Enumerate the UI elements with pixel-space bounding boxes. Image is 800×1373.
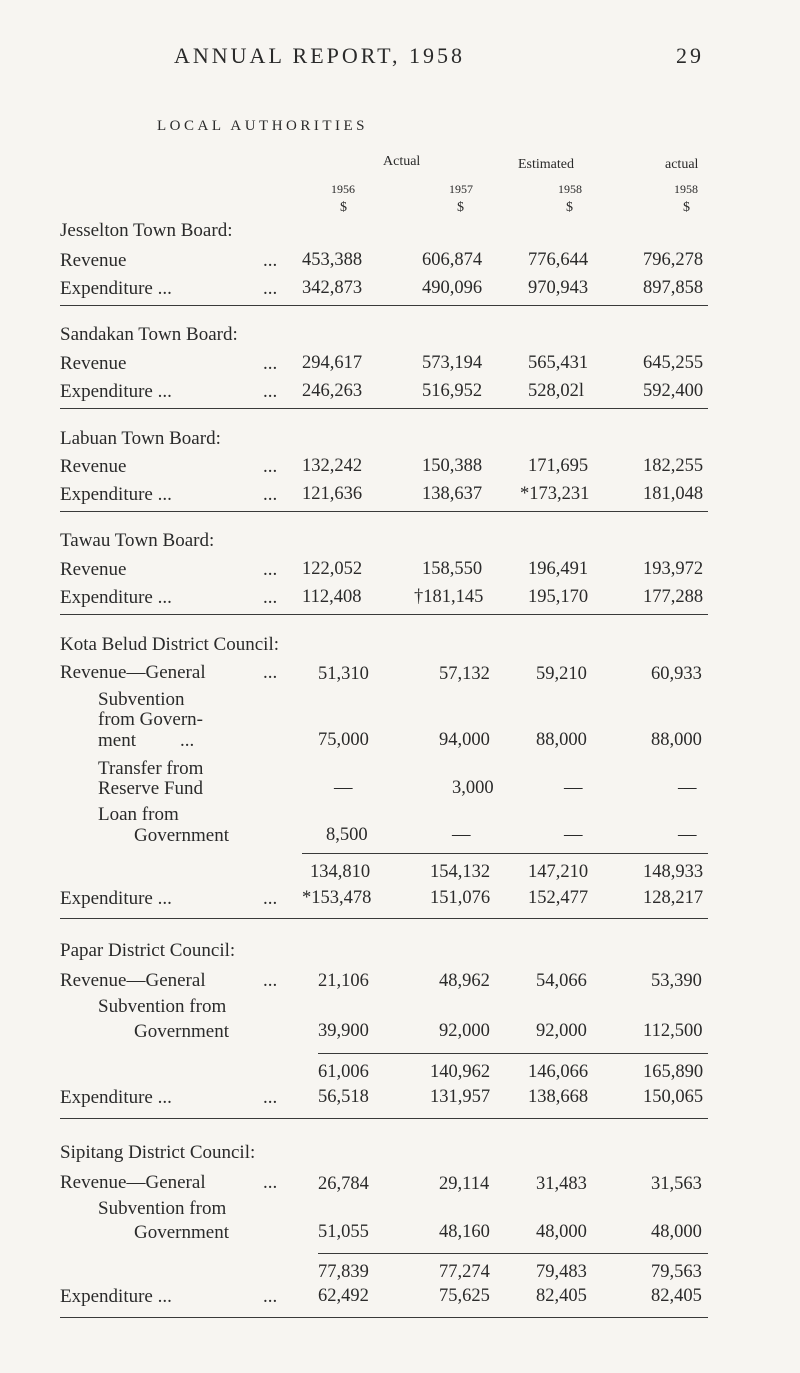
total-1956: 77,839 — [318, 1262, 369, 1282]
value-1956: 21,106 — [318, 971, 369, 991]
leader-dots: ... — [263, 888, 278, 909]
value-1958-act: 82,405 — [651, 1286, 702, 1306]
value-1957: — — [452, 825, 471, 845]
col-year-1956: 1956 — [331, 182, 355, 196]
total-1957: 77,274 — [439, 1262, 490, 1282]
row-label: Subvention from — [98, 1198, 227, 1219]
section-divider — [60, 305, 708, 306]
value-1957: 158,550 — [422, 559, 483, 579]
value-1956: 121,636 — [302, 484, 363, 504]
section-divider — [60, 511, 708, 512]
value-1957: 75,625 — [439, 1286, 490, 1306]
row-label: Expenditure ... — [60, 1087, 172, 1108]
row-label: Reserve Fund — [98, 778, 204, 799]
board-name: Sandakan Town Board: — [60, 324, 238, 345]
value-1956: 8,500 — [326, 825, 368, 845]
value-1958-act: 48,000 — [651, 1222, 702, 1242]
total-1958-act: 165,890 — [643, 1062, 704, 1082]
section-title: LOCAL AUTHORITIES — [157, 118, 369, 134]
value-1957: 92,000 — [439, 1021, 490, 1041]
leader-dots: ... — [263, 970, 278, 991]
row-label: Revenue—General — [60, 662, 206, 683]
total-1958-est: 147,210 — [528, 862, 589, 882]
value-1956: 132,242 — [302, 456, 363, 476]
row-label: Government — [134, 1222, 229, 1243]
row-label: Expenditure ... — [60, 381, 172, 402]
subtotal-rule — [318, 1253, 708, 1254]
total-1957: 140,962 — [430, 1062, 491, 1082]
total-1958-est: 79,483 — [536, 1262, 587, 1282]
row-label: Loan from — [98, 804, 179, 825]
value-1958-est: 776,644 — [528, 250, 589, 270]
value-1958-est: *173,231 — [520, 484, 590, 504]
row-label: Revenue — [60, 353, 127, 374]
leader-dots: ... — [263, 1286, 278, 1307]
row-label: Expenditure ... — [60, 1286, 172, 1307]
col-estimated-header: Estimated — [518, 157, 574, 172]
row-label: Expenditure ... — [60, 888, 172, 909]
value-1956: 246,263 — [302, 381, 363, 401]
value-1956: *153,478 — [302, 888, 372, 908]
row-label: from Govern- — [98, 709, 203, 730]
value-1957: 3,000 — [452, 778, 494, 798]
value-1958-est: 82,405 — [536, 1286, 587, 1306]
value-1958-est: — — [564, 778, 583, 798]
col-actual-lower-header: actual — [665, 157, 699, 172]
dollar-sign: $ — [683, 200, 690, 215]
value-1958-act: 53,390 — [651, 971, 702, 991]
value-1957: 48,962 — [439, 971, 490, 991]
row-label: Revenue — [60, 559, 127, 580]
total-1956: 134,810 — [310, 862, 371, 882]
value-1958-est: 528,02l — [528, 381, 585, 401]
section-divider — [60, 1317, 708, 1318]
value-1956: 122,052 — [302, 559, 363, 579]
value-1957: 29,114 — [439, 1174, 490, 1194]
leader-dots: ... — [263, 353, 278, 374]
row-label: ment — [98, 730, 136, 751]
value-1958-act: — — [678, 825, 697, 845]
value-1956: 56,518 — [318, 1087, 369, 1107]
leader-dots: ... — [263, 1172, 278, 1193]
value-1958-act: 796,278 — [643, 250, 704, 270]
total-1958-act: 148,933 — [643, 862, 704, 882]
dollar-sign: $ — [340, 200, 347, 215]
value-1958-act: 60,933 — [651, 664, 702, 684]
value-1956: 62,492 — [318, 1286, 369, 1306]
value-1958-act: 592,400 — [643, 381, 704, 401]
value-1956: 75,000 — [318, 730, 369, 750]
value-1958-est: 138,668 — [528, 1087, 589, 1107]
section-divider — [60, 614, 708, 615]
board-name: Labuan Town Board: — [60, 428, 221, 449]
subtotal-rule — [318, 1053, 708, 1054]
value-1957: 48,160 — [439, 1222, 490, 1242]
value-1958-est: 970,943 — [528, 278, 589, 298]
value-1956: 39,900 — [318, 1021, 369, 1041]
value-1956: 342,873 — [302, 278, 363, 298]
row-label: Expenditure ... — [60, 278, 172, 299]
row-label: Subvention — [98, 689, 185, 710]
value-1958-act: 150,065 — [643, 1087, 704, 1107]
value-1958-est: 565,431 — [528, 353, 589, 373]
subtotal-rule — [302, 853, 708, 854]
value-1958-act: 182,255 — [643, 456, 704, 476]
total-1956: 61,006 — [318, 1062, 369, 1082]
value-1957: 490,096 — [422, 278, 483, 298]
section-divider — [60, 1118, 708, 1119]
leader-dots: ... — [180, 730, 195, 751]
value-1958-act: 193,972 — [643, 559, 704, 579]
value-1957: †181,145 — [414, 587, 484, 607]
value-1958-est: 88,000 — [536, 730, 587, 750]
council-name: Sipitang District Council: — [60, 1142, 256, 1163]
row-label: Revenue—General — [60, 970, 206, 991]
col-year-1957: 1957 — [449, 182, 473, 196]
value-1958-act: 128,217 — [643, 888, 704, 908]
row-label: Transfer from — [98, 758, 204, 779]
row-label: Expenditure ... — [60, 587, 172, 608]
value-1956: — — [334, 778, 353, 798]
value-1958-act: 897,858 — [643, 278, 704, 298]
value-1958-est: 54,066 — [536, 971, 587, 991]
leader-dots: ... — [263, 381, 278, 402]
value-1957: 573,194 — [422, 353, 483, 373]
row-label: Revenue — [60, 456, 127, 477]
total-1958-act: 79,563 — [651, 1262, 702, 1282]
value-1958-act: 645,255 — [643, 353, 704, 373]
value-1956: 26,784 — [318, 1174, 369, 1194]
value-1957: 151,076 — [430, 888, 491, 908]
leader-dots: ... — [263, 1087, 278, 1108]
leader-dots: ... — [263, 278, 278, 299]
value-1958-act: 181,048 — [643, 484, 704, 504]
value-1956: 453,388 — [302, 250, 363, 270]
col-actual-header: Actual — [383, 154, 421, 169]
leader-dots: ... — [263, 662, 278, 683]
value-1958-act: 88,000 — [651, 730, 702, 750]
section-divider — [60, 408, 708, 409]
value-1957: 57,132 — [439, 664, 490, 684]
value-1958-act: 112,500 — [643, 1021, 703, 1041]
value-1957: 131,957 — [430, 1087, 491, 1107]
value-1958-act: 177,288 — [643, 587, 704, 607]
value-1956: 51,055 — [318, 1222, 369, 1242]
row-label: Expenditure ... — [60, 484, 172, 505]
row-label: Subvention from — [98, 996, 227, 1017]
value-1958-act: — — [678, 778, 697, 798]
value-1958-est: — — [564, 825, 583, 845]
value-1957: 606,874 — [422, 250, 483, 270]
row-label: Government — [134, 1021, 229, 1042]
value-1956: 294,617 — [302, 353, 363, 373]
leader-dots: ... — [263, 456, 278, 477]
row-label: Government — [134, 825, 229, 846]
leader-dots: ... — [263, 250, 278, 271]
council-name: Kota Belud District Council: — [60, 634, 280, 655]
leader-dots: ... — [263, 484, 278, 505]
value-1958-act: 31,563 — [651, 1174, 702, 1194]
row-label: Revenue—General — [60, 1172, 206, 1193]
value-1957: 516,952 — [422, 381, 483, 401]
leader-dots: ... — [263, 587, 278, 608]
dollar-sign: $ — [457, 200, 464, 215]
col-year-1958-act: 1958 — [674, 182, 698, 196]
value-1957: 150,388 — [422, 456, 483, 476]
value-1958-est: 152,477 — [528, 888, 589, 908]
leader-dots: ... — [263, 559, 278, 580]
col-year-1958-est: 1958 — [558, 182, 582, 196]
value-1957: 94,000 — [439, 730, 490, 750]
board-name: Jesselton Town Board: — [60, 220, 233, 241]
total-1957: 154,132 — [430, 862, 491, 882]
value-1958-est: 171,695 — [528, 456, 589, 476]
value-1958-est: 92,000 — [536, 1021, 587, 1041]
row-label: Revenue — [60, 250, 127, 271]
dollar-sign: $ — [566, 200, 573, 215]
value-1957: 138,637 — [422, 484, 483, 504]
value-1958-est: 48,000 — [536, 1222, 587, 1242]
total-1958-est: 146,066 — [528, 1062, 589, 1082]
value-1958-est: 195,170 — [528, 587, 589, 607]
council-name: Papar District Council: — [60, 940, 236, 961]
value-1956: 112,408 — [302, 587, 362, 607]
report-title: ANNUAL REPORT, 1958 — [174, 43, 465, 68]
board-name: Tawau Town Board: — [60, 530, 215, 551]
value-1958-est: 59,210 — [536, 664, 587, 684]
value-1958-est: 31,483 — [536, 1174, 587, 1194]
section-divider — [60, 918, 708, 919]
value-1956: 51,310 — [318, 664, 369, 684]
value-1958-est: 196,491 — [528, 559, 589, 579]
page-number: 29 — [676, 43, 704, 68]
